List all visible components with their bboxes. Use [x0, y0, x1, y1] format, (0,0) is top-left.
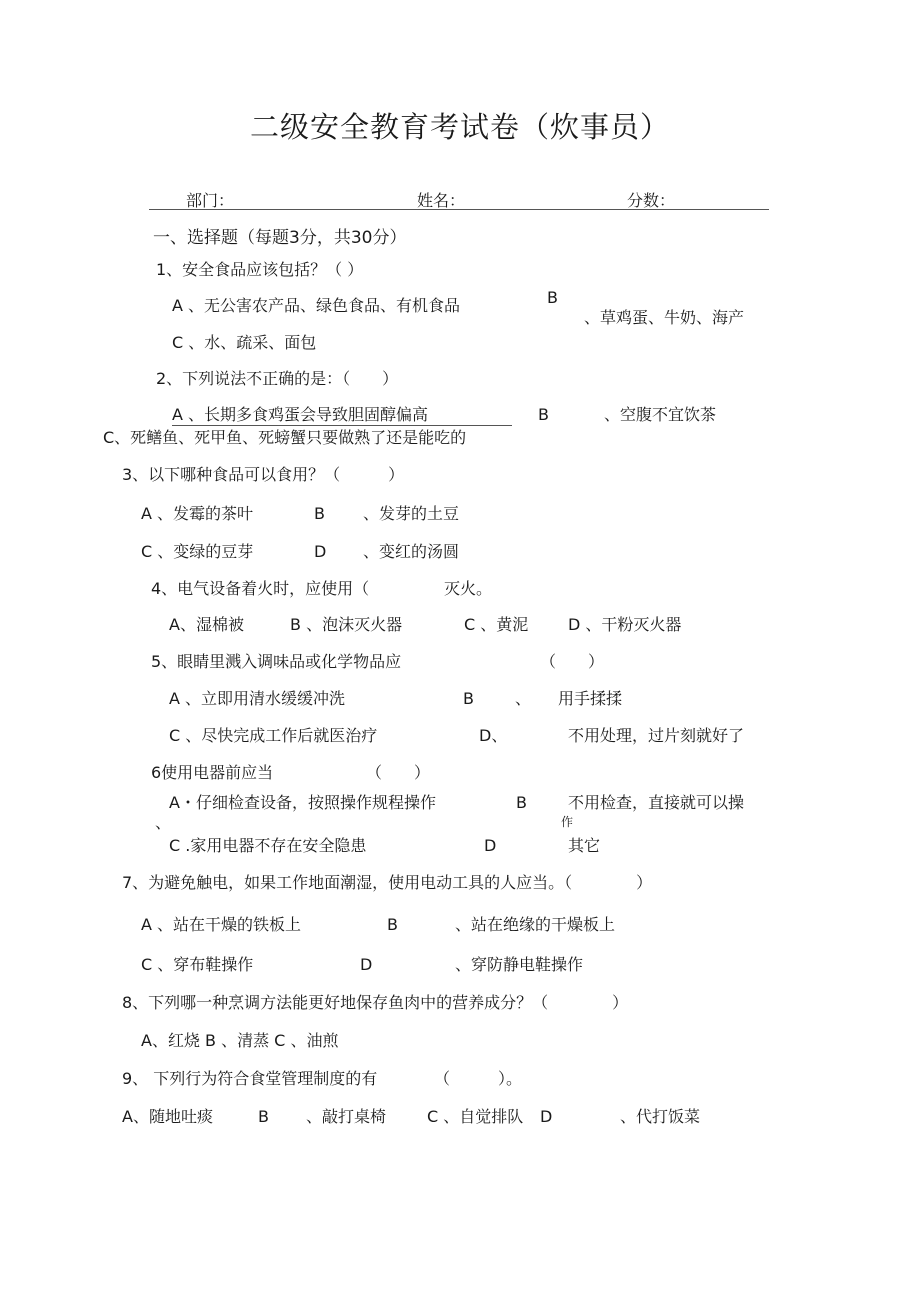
question-3-option-d-letter: D	[314, 542, 327, 561]
question-9-option-c: C 、自觉排队	[427, 1107, 524, 1126]
question-5-option-b: 用手揉揉	[558, 689, 623, 708]
question-2-stem: 2、下列说法不正确的是：（ ）	[156, 369, 399, 388]
question-7-option-a: A 、站在干燥的铁板上	[141, 915, 302, 934]
question-9-option-d-letter: D	[540, 1107, 553, 1126]
question-7-option-b-letter: B	[387, 915, 398, 934]
question-2-option-b-letter: B	[538, 405, 549, 424]
question-8-options: A、红烧 B 、清蒸 C 、油煎	[141, 1031, 339, 1050]
question-1-stem: 1、安全食品应该包括？（ ）	[156, 260, 364, 279]
question-6-stem: 6使用电器前应当	[151, 763, 274, 782]
name-label: 姓名：	[417, 191, 466, 210]
question-5-option-a: A 、立即用清水缓缓冲洗	[169, 689, 346, 708]
question-6-option-d-letter: D	[484, 836, 497, 855]
question-4-option-d: D 、干粉灭火器	[568, 615, 682, 634]
question-2-option-a: A 、长期多食鸡蛋会导致胆固醇偏高	[172, 405, 429, 424]
question-9-option-b: 、敲打桌椅	[306, 1107, 387, 1126]
question-7-option-c: C 、穿布鞋操作	[141, 955, 254, 974]
question-5-option-d: 不用处理，过片刻就好了	[568, 726, 745, 745]
section-heading: 一、选择题（每题3分，共30分）	[153, 228, 407, 248]
question-4-stem: 4、电气设备着火时，应使用（	[151, 579, 370, 598]
question-2-option-b: 、空腹不宜饮茶	[604, 405, 717, 424]
question-5-answer-paren: （ ）	[540, 652, 605, 671]
header-underline	[149, 209, 769, 210]
question-9-option-b-letter: B	[258, 1107, 269, 1126]
question-4-stem-tail: 灭火。	[444, 579, 493, 598]
question-7-option-d-letter: D	[360, 955, 373, 974]
question-6-option-b-wrap: 作	[561, 815, 574, 829]
dept-label: 部门：	[186, 191, 235, 210]
question-6-option-a-sep: 、	[155, 813, 172, 832]
question-6-option-b-letter: B	[516, 793, 527, 812]
question-5-option-d-letter: D、	[479, 726, 508, 745]
question-7-stem: 7、为避免触电，如果工作地面潮湿，使用电动工具的人应当。（ ）	[122, 873, 653, 892]
question-6-answer-paren: （ ）	[366, 763, 431, 782]
question-6-option-c: C .家用电器不存在安全隐患	[169, 836, 367, 855]
question-9-answer-paren: （ ）。	[434, 1069, 523, 1088]
question-4-option-a: A、湿棉被	[169, 615, 244, 634]
question-3-stem: 3、以下哪种食品可以食用？（ ）	[122, 465, 405, 484]
question-3-option-b-letter: B	[314, 504, 325, 523]
question-1-option-b-letter: B	[547, 288, 558, 307]
question-3-option-a: A 、发霉的茶叶	[141, 504, 254, 523]
question-1-option-b: 、草鸡蛋、牛奶、海产	[584, 308, 745, 327]
question-6-option-d: 其它	[568, 836, 601, 855]
question-9-option-a: A、随地吐痰	[122, 1107, 213, 1126]
score-label: 分数：	[627, 191, 676, 210]
question-9-option-d: 、代打饭菜	[620, 1107, 701, 1126]
question-2-underline	[172, 425, 512, 426]
question-1-option-a: A 、无公害农产品、绿色食品、有机食品	[172, 296, 461, 315]
question-5-stem: 5、眼睛里溅入调味品或化学物品应	[151, 652, 402, 671]
page-title: 二级安全教育考试卷（炊事员）	[250, 110, 671, 144]
question-4-option-b: B 、泡沫灭火器	[290, 615, 403, 634]
question-3-option-c: C 、变绿的豆芽	[141, 542, 254, 561]
question-6-option-a: A・仔细检查设备，按照操作规程操作	[169, 793, 436, 812]
question-7-option-b: 、站在绝缘的干燥板上	[455, 915, 616, 934]
question-3-option-d: 、变红的汤圆	[363, 542, 460, 561]
question-9-stem: 9、 下列行为符合食堂管理制度的有	[122, 1069, 378, 1088]
question-5-option-b-letter: B	[463, 689, 474, 708]
question-2-option-c: C、死鳝鱼、死甲鱼、死螃蟹只要做熟了还是能吃的	[103, 428, 467, 447]
question-7-option-d: 、穿防静电鞋操作	[455, 955, 584, 974]
question-4-option-c: C 、黄泥	[464, 615, 529, 634]
question-3-option-b: 、发芽的土豆	[363, 504, 460, 523]
question-8-stem: 8、下列哪一种烹调方法能更好地保存鱼肉中的营养成分？（ ）	[122, 993, 629, 1012]
question-1-option-c: C 、水、疏采、面包	[172, 333, 317, 352]
question-5-option-b-sep: 、	[515, 689, 532, 708]
question-6-option-b: 不用检查，直接就可以操	[568, 793, 745, 812]
question-5-option-c: C 、尽快完成工作后就医治疗	[169, 726, 378, 745]
